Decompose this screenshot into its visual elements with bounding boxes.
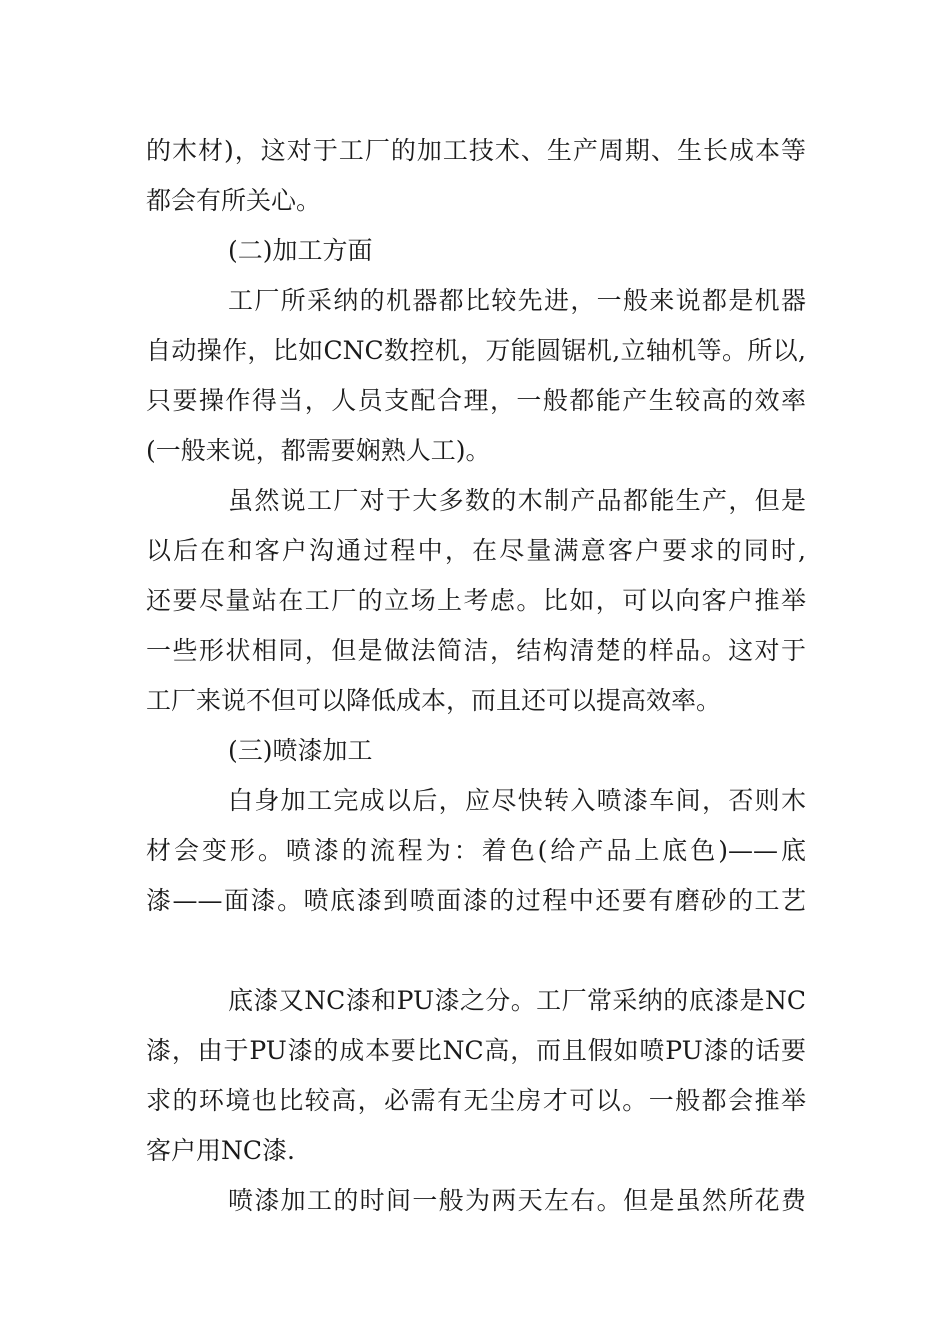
text-line: 漆——面漆。喷底漆到喷面漆的过程中还要有磨砂的工艺 <box>146 886 806 915</box>
section-heading: (二)加工方面 <box>228 236 373 265</box>
text-line: 的木材)，这对于工厂的加工技术、生产周期、生长成本等 <box>146 136 806 165</box>
text-line: 虽然说工厂对于大多数的木制产品都能生产，但是 <box>228 486 806 515</box>
text-line: 以后在和客户沟通过程中，在尽量满意客户要求的同时, <box>146 536 806 565</box>
text-line: 客户用NC漆. <box>146 1136 295 1165</box>
text-line: 只要操作得当，人员支配合理，一般都能产生较高的效率 <box>146 386 806 415</box>
text-line: 工厂来说不但可以降低成本，而且还可以提高效率。 <box>146 686 722 715</box>
text-line: 还要尽量站在工厂的立场上考虑。比如，可以向客户推举 <box>146 586 806 615</box>
text-line: 喷漆加工的时间一般为两天左右。但是虽然所花费 <box>228 1186 806 1215</box>
text-line: 一些形状相同，但是做法简洁，结构清楚的样品。这对于 <box>146 636 806 665</box>
text-line: 漆，由于PU漆的成本要比NC高，而且假如喷PU漆的话要 <box>146 1036 806 1065</box>
text-line: 都会有所关心。 <box>146 186 322 215</box>
section-heading: (三)喷漆加工 <box>228 736 373 765</box>
text-line: 求的环境也比较高，必需有无尘房才可以。一般都会推举 <box>146 1086 806 1115</box>
text-line: 底漆又NC漆和PU漆之分。工厂常采纳的底漆是NC <box>228 986 806 1015</box>
text-line: 材会变形。喷漆的流程为：着色(给产品上底色)——底 <box>146 836 806 865</box>
text-line: 工厂所采纳的机器都比较先进，一般来说都是机器 <box>228 286 806 315</box>
text-line: (一般来说，都需要娴熟人工)。 <box>146 436 491 465</box>
text-line: 自动操作，比如CNC数控机，万能圆锯机,立轴机等。所以, <box>146 336 806 365</box>
text-line: 白身加工完成以后，应尽快转入喷漆车间，否则木 <box>228 786 806 815</box>
